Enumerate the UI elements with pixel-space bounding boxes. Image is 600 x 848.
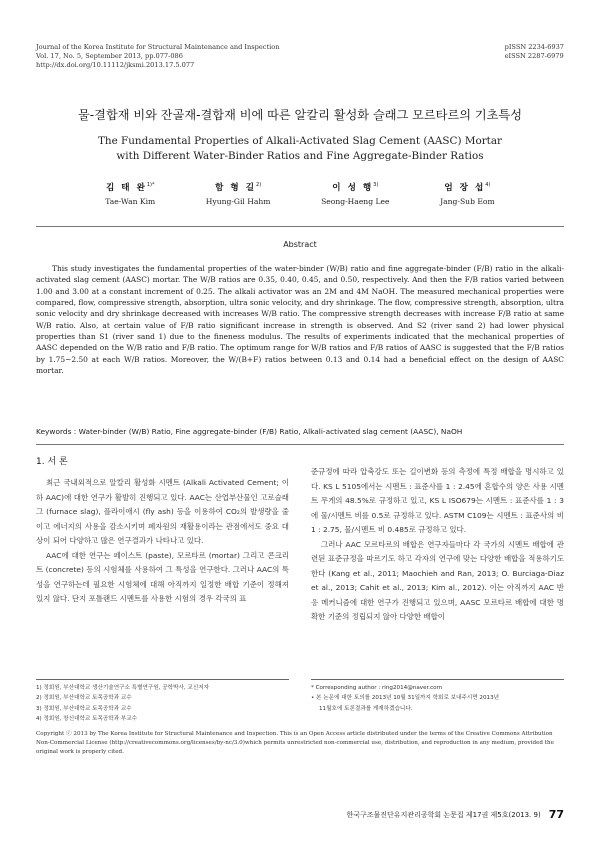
author-name-korean: 이 성 행 — [332, 183, 374, 193]
footnote: 2) 정회원, 부산대학교 토목공학과 교수 — [36, 695, 132, 702]
footnote-divider — [36, 679, 289, 680]
body-paragraph: AAC에 대한 연구는 페이스트 (paste), 모르타르 (mortar) 그리고 콘크리트 (concrete) 등의 시험체를 사용하여 그 특성을 연구한다. 그러나 AAC의 특성을 연구하는데 필요한 시험체에 대해 아직까지 일정한 배합 기준이 정해져 있지 않다. 단지 포틀랜드 시멘트를 사용한 시험의 경우 각국의 표 — [36, 550, 289, 604]
body-paragraph: 그러나 AAC 모르타르의 배합은 연구자들마다 각 국가의 시멘트 배합에 관련된 표준규정을 따르기도 하고 각자의 연구에 맞는 다양한 배합을 적용하기도 한다 (Kang et al., 2011; Maochieh and Ran, 2013; O. Burciaga-Diaz et al., 2013; Cahit et al., 2013; Kim al., 2012). 이는 아직까지 AAC 반응 메커니즘에 대한 연구가 진행되고 있으며, AASC 모르타르 배합에 대한 명확한 기준의 정립되지 않아 다양한 배합이 — [311, 539, 564, 622]
body-paragraph: 준규정에 따라 압축강도 또는 길이변화 등의 측정에 특정 배합을 명시하고 있다. KS L 5105에서는 시멘트 : 표준사를 1 : 2.45에 혼합수의 양은 사용 시멘트 무게의 48.5%로 규정하고 있고, KS L ISO679는 시멘트 : 표준사를 1 : 3에 물/시멘트 비를 0.5로 규정하고 있다. ASTM C109는 시멘트 : 표준사의 비 1 : 2.75, 물/시멘트 비 0.485로 규정하고 있다. — [311, 467, 564, 535]
author-name-english: Hyung-Gil Hahm — [205, 197, 271, 206]
body-paragraph: 최근 국내외적으로 알칼리 활성화 시멘트 (Alkali Activated Cement; 이하 AAC)에 대한 연구가 활발히 진행되고 있다. AAC는 산업부산물인 고로슬래그 (furnace slag), 플라이애시 (fly ash) 등을 이용하여 CO₂의 발생량을 줄이고 에너지의 사용을 감소시키며 폐자원의 재활용이라는 관점에서도 중요 대상이 되어 다양하고 많은 연구결과가 나타나고 있다. — [36, 478, 289, 546]
author-affiliation-mark: 1)* — [146, 182, 155, 189]
abstract-heading: Abstract — [283, 240, 317, 249]
author-name-english: Seong-Haeng Lee — [321, 197, 390, 206]
footnote: 4) 정회원, 창신대학교 토목공학과 부교수 — [36, 716, 138, 723]
author-name-english: Tae-Wan Kim — [105, 197, 156, 206]
corresponding-author: * Corresponding author : ring2014@naver.com — [311, 685, 443, 691]
author-name-korean: 엄 장 섭 — [444, 183, 486, 193]
title-english-line-1: The Fundamental Properties of Alkali-Activated Slag Cement (AASC) Mortar — [97, 135, 503, 147]
correspondence-footnotes — [311, 683, 564, 714]
journal-name: Journal of the Korea Institute for Structural Maintenance and Inspection — [36, 43, 280, 51]
affiliation-footnotes — [36, 683, 289, 725]
author — [105, 181, 155, 206]
footnote: 1) 정회원, 부산대학교 생산기술연구소 특별연구원, 공학박사, 교신저자 — [36, 685, 210, 691]
author — [440, 181, 495, 206]
footnote: 11월호에 토론결과를 게재하겠습니다. — [319, 705, 413, 712]
divider — [36, 444, 564, 445]
body-column-left — [36, 476, 289, 607]
author-affiliation-mark: 4) — [485, 182, 491, 189]
body-column-right — [311, 465, 564, 625]
footnote: 3) 정회원, 부산대학교 토목공학과 교수 — [36, 705, 132, 712]
section-heading: 1. 서 론 — [36, 457, 68, 467]
author — [206, 181, 271, 206]
title-english-line-2: with Different Water-Binder Ratios and Fine Aggregate-Binder Ratios — [116, 150, 484, 162]
author-affiliation-mark: 2) — [256, 182, 262, 189]
page-footer — [346, 808, 564, 821]
author — [321, 181, 389, 206]
abstract-text: This study investigates the fundamental properties of the water-binder (W/B) ratio and fine aggregate-binder (F/B) ratio in the alkali-activated slag cement (AASC) mortar. The W/B ratios are 0.35, 0.40, 0.45, and 0.50, respectively. And then the F/B ratios varied between 1.00 and 3.00 at a constant increment of 0.25. The alkali activator was an 2M and 4M NaOH. The measured mechanical properties were compared, flow, compressive strength, absorption, ultra sonic velocity, and dry shrinkage. The flow, compressive strength, absorption, ultra sonic velocity and dry shrinkage decreased with increases W/B ratio. The compressive strength decreases with increase F/B ratio at same W/B ratio. Also, at certain value of F/B ratio significant increase in strength is observed. And S2 (river sand 2) had lower physical properties than S1 (river sand 1) due to the fineness modulus. The results of experiments indicated that the mechanical properties of AASC depended on the W/B ratio and F/B ratio. The optimum range for W/B ratios and F/B ratios of AASC is suggested that the F/B ratios by 1.75~2.50 at each W/B ratios. Moreover, the W/(B+F) ratios between 0.13 and 0.14 had a beneficial effect on the design of AASC mortar. — [36, 264, 564, 376]
footnote: • 본 논문에 대한 토의를 2013년 10월 31일까지 학회로 보내주시면 2013년 — [311, 695, 500, 702]
pissn: pISSN 2234-6937 — [504, 43, 564, 51]
title-english — [0, 134, 600, 164]
issn-block — [505, 43, 564, 61]
page-number: 77 — [548, 808, 564, 821]
author-name-korean: 함 형 길 — [215, 183, 257, 193]
author-name-english: Jang-Sub Eom — [440, 197, 495, 206]
copyright-notice: Copyright ⓒ 2013 by The Korea Institute for Structural Maintenance and Inspection. This is an Open Access article distributed under the terms of the Creative Commons Attribution Non-Commercial License (http://creativecommons.org/licenses/by-nc/3.0)which permits unrestricted non-commercial use, distribution, and reproduction in any medium, provided the original work is properly cited. — [36, 731, 554, 755]
journal-volume: Vol. 17, No. 5, September 2013, pp.077-086 — [36, 52, 183, 60]
title-korean: 물-결합재 비와 잔골재-결합재 비에 따른 알칼리 활성화 슬래그 모르타르의 기초특성 — [78, 108, 522, 122]
keywords: Keywords : Water-binder (W/B) Ratio, Fine aggregate-binder (F/B) Ratio, Alkali-activated slag cement (AASC), NaOH — [36, 427, 463, 436]
author-affiliation-mark: 3) — [373, 182, 379, 189]
divider — [36, 226, 564, 227]
footer-journal-issue: 한국구조물진단유지관리공학회 논문집 제17권 제5호(2013. 9) — [346, 810, 541, 819]
footnote-divider — [311, 679, 564, 680]
author-list — [80, 181, 520, 206]
journal-doi[interactable]: http://dx.doi.org/10.11112/jksmi.2013.17.5.077 — [36, 61, 195, 69]
author-name-korean: 김 태 완 — [105, 183, 147, 193]
eissn: eISSN 2287-6979 — [504, 52, 564, 60]
journal-header — [36, 43, 279, 70]
